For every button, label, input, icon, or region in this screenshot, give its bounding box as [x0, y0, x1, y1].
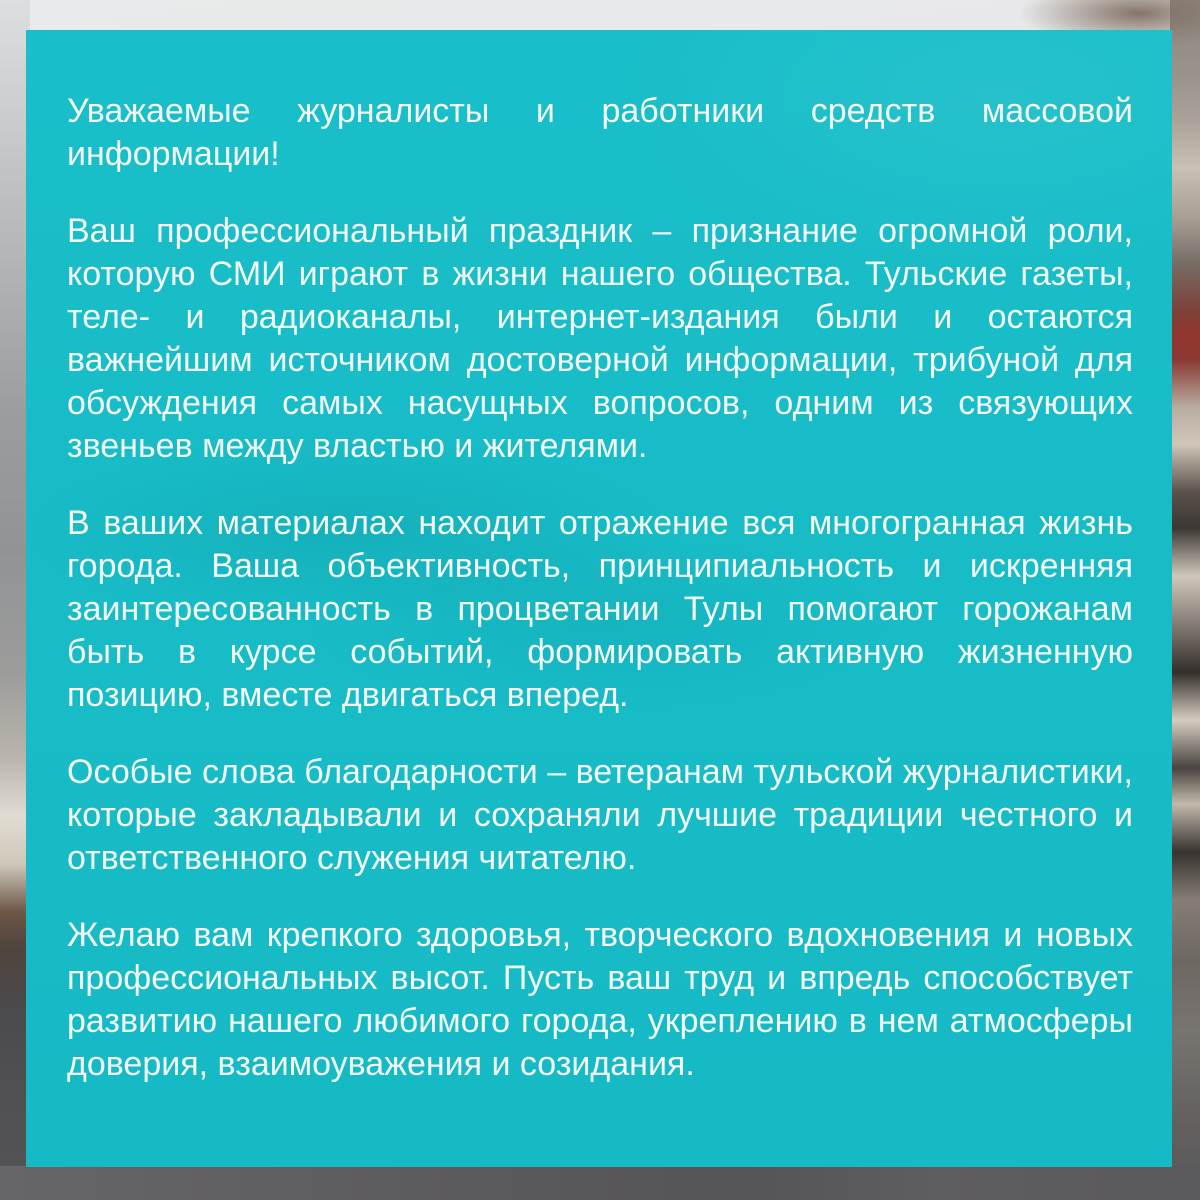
paragraph-city-life: В ваших материалах находит отражение вся многогранная жизнь города. Ваша объективность, принципиальность и искренняя заинтересованность в процветании Тулы помогают горожанам быть в курсе событий, формировать активную жизненную позицию, вместе двигаться вперед. [67, 504, 1133, 714]
background-photo-right-edge [1170, 0, 1200, 1200]
greeting-card [26, 30, 1172, 1167]
paragraph-wishes: Желаю вам крепкого здоровья, творческого вдохновения и новых профессиональных высот. Пусть ваш труд и впредь способствует развитию нашего любимого города, укреплению в нем атмосферы доверия, взаимоуважения и созидания. [67, 916, 1133, 1083]
background-photo-bottom-edge [0, 1166, 1200, 1200]
paragraph-holiday-recognition: Ваш профессиональный праздник – признание огромной роли, которую СМИ играют в жизни нашего общества. Тульские газеты, теле- и радиоканалы, интернет-издания были и остаются важнейшим источником достоверной информации, трибуной для обсуждения самых насущных вопросов, одним из связующих звеньев между властью и жителями. [67, 212, 1133, 465]
paragraph-veterans-thanks: Особые слова благодарности – ветеранам тульской журналистики, которые закладывали и сохраняли лучшие традиции честного и ответственного служения читателю. [67, 753, 1133, 877]
salutation-paragraph: Уважаемые журналисты и работники средств массовой информации! [67, 92, 1133, 173]
